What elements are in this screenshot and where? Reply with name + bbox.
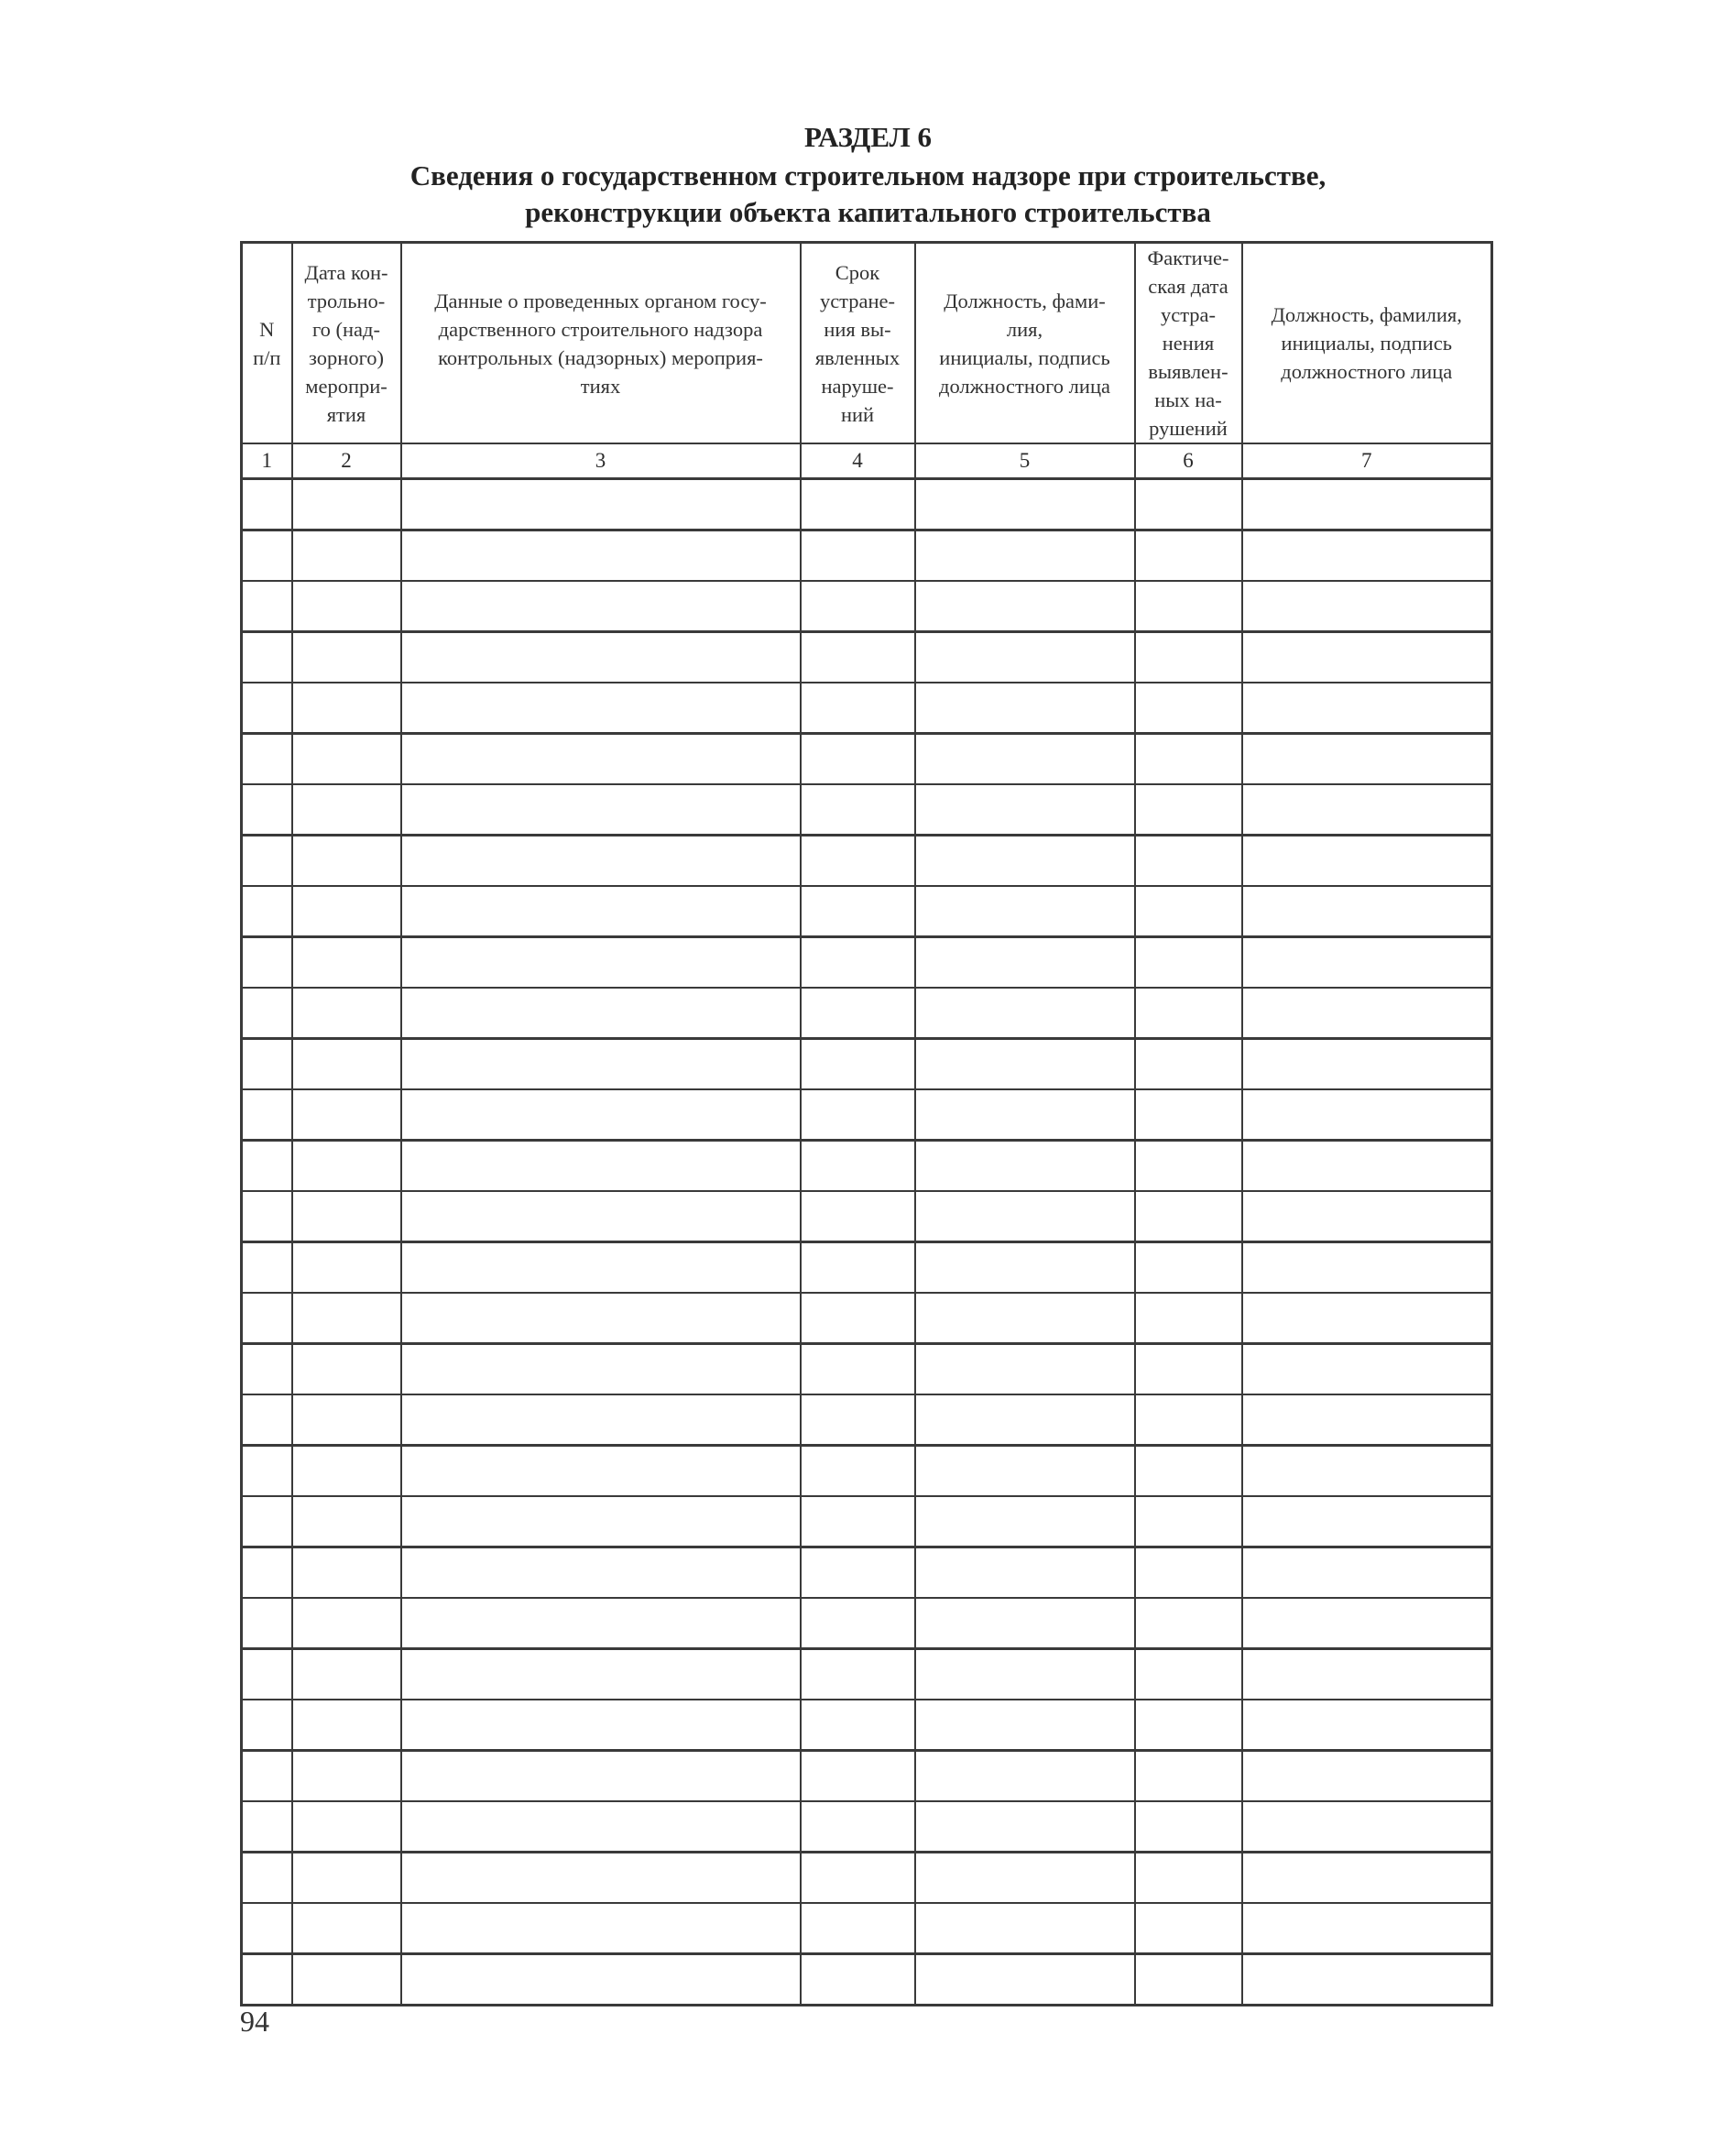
empty-cell[interactable] — [801, 1598, 915, 1649]
empty-cell[interactable] — [242, 1446, 292, 1497]
empty-cell[interactable] — [801, 1242, 915, 1294]
empty-cell[interactable] — [1242, 1547, 1492, 1599]
empty-cell[interactable] — [242, 1954, 292, 2006]
section-heading: РАЗДЕЛ 6 — [803, 121, 932, 153]
empty-cell[interactable] — [1242, 836, 1492, 887]
empty-cell[interactable] — [801, 886, 915, 937]
empty-cell[interactable] — [242, 1394, 292, 1446]
empty-cell[interactable] — [292, 1801, 401, 1853]
empty-cell[interactable] — [242, 1242, 292, 1294]
empty-cell[interactable] — [401, 1242, 801, 1294]
empty-cell[interactable] — [401, 1903, 801, 1954]
empty-cell[interactable] — [915, 734, 1135, 785]
table-row — [242, 937, 1492, 989]
empty-cell[interactable] — [242, 530, 292, 582]
empty-cell[interactable] — [242, 1598, 292, 1649]
empty-cell[interactable] — [1135, 1242, 1242, 1294]
empty-cell[interactable] — [1135, 1293, 1242, 1344]
empty-cell[interactable] — [801, 988, 915, 1039]
table-row — [242, 1394, 1492, 1446]
empty-cell[interactable] — [801, 581, 915, 632]
empty-cell[interactable] — [1242, 734, 1492, 785]
empty-cell[interactable] — [1135, 1394, 1242, 1446]
empty-cell[interactable] — [1242, 1700, 1492, 1751]
empty-cell[interactable] — [1135, 632, 1242, 683]
column-number: 7 — [1242, 443, 1492, 479]
empty-cell[interactable] — [1135, 1547, 1242, 1599]
empty-cell[interactable] — [242, 1141, 292, 1192]
empty-cell[interactable] — [1135, 1853, 1242, 1904]
empty-cell[interactable] — [401, 479, 801, 530]
empty-cell[interactable] — [242, 1191, 292, 1242]
header-cell-inspection-date: Дата кон- трольно- го (над- зорного) меропри- ятия — [292, 243, 401, 444]
empty-cell[interactable] — [1242, 1598, 1492, 1649]
column-number: 2 — [292, 443, 401, 479]
empty-cell[interactable] — [401, 1801, 801, 1853]
empty-cell[interactable] — [1135, 988, 1242, 1039]
empty-cell[interactable] — [401, 1700, 801, 1751]
header-cell-row-number: N п/п — [242, 243, 292, 444]
empty-cell[interactable] — [401, 1394, 801, 1446]
empty-cell[interactable] — [1242, 1191, 1492, 1242]
empty-cell[interactable] — [915, 988, 1135, 1039]
empty-cell[interactable] — [401, 784, 801, 836]
empty-cell[interactable] — [1242, 1853, 1492, 1904]
empty-cell[interactable] — [401, 886, 801, 937]
table-row — [242, 1089, 1492, 1141]
empty-cell[interactable] — [242, 1903, 292, 1954]
table-row — [242, 886, 1492, 937]
empty-cell[interactable] — [801, 632, 915, 683]
empty-cell[interactable] — [1135, 734, 1242, 785]
section-title-line-2: реконструкции объекта капитального строительства — [525, 196, 1211, 228]
empty-cell[interactable] — [1242, 1039, 1492, 1090]
empty-cell[interactable] — [801, 1649, 915, 1700]
header-cell-deadline: Срок устране- ния вы- явленных наруше- ний — [801, 243, 915, 444]
empty-cell[interactable] — [801, 937, 915, 989]
empty-cell[interactable] — [1242, 1801, 1492, 1853]
empty-cell[interactable] — [915, 1649, 1135, 1700]
empty-cell[interactable] — [1135, 836, 1242, 887]
column-number: 5 — [915, 443, 1135, 479]
table-row — [242, 1141, 1492, 1192]
empty-cell[interactable] — [292, 1242, 401, 1294]
table-header-row — [242, 243, 1492, 444]
empty-cell[interactable] — [801, 1700, 915, 1751]
table-row — [242, 1293, 1492, 1344]
empty-cell[interactable] — [801, 683, 915, 734]
empty-cell[interactable] — [292, 1649, 401, 1700]
table-row — [242, 683, 1492, 734]
empty-cell[interactable] — [292, 581, 401, 632]
empty-cell[interactable] — [242, 988, 292, 1039]
empty-cell[interactable] — [1135, 784, 1242, 836]
empty-cell[interactable] — [801, 479, 915, 530]
empty-cell[interactable] — [242, 1547, 292, 1599]
empty-cell[interactable] — [401, 1191, 801, 1242]
column-number: 3 — [401, 443, 801, 479]
empty-cell[interactable] — [1135, 886, 1242, 937]
table-row — [242, 632, 1492, 683]
empty-cell[interactable] — [1135, 1446, 1242, 1497]
empty-cell[interactable] — [801, 1903, 915, 1954]
supervision-records-table — [240, 241, 1493, 2006]
empty-cell[interactable] — [915, 836, 1135, 887]
empty-cell[interactable] — [292, 1141, 401, 1192]
empty-cell[interactable] — [292, 1700, 401, 1751]
empty-cell[interactable] — [1242, 530, 1492, 582]
empty-cell[interactable] — [401, 530, 801, 582]
empty-cell[interactable] — [1242, 479, 1492, 530]
table-row — [242, 988, 1492, 1039]
empty-cell[interactable] — [242, 1700, 292, 1751]
empty-cell[interactable] — [292, 1089, 401, 1141]
empty-cell[interactable] — [801, 734, 915, 785]
empty-cell[interactable] — [401, 1649, 801, 1700]
column-number-row — [242, 443, 1492, 479]
empty-cell[interactable] — [1242, 1141, 1492, 1192]
empty-cell[interactable] — [401, 1089, 801, 1141]
empty-cell[interactable] — [242, 1089, 292, 1141]
empty-cell[interactable] — [1242, 1496, 1492, 1547]
empty-cell[interactable] — [1135, 1039, 1242, 1090]
empty-cell[interactable] — [292, 836, 401, 887]
column-number: 1 — [242, 443, 292, 479]
empty-cell[interactable] — [401, 988, 801, 1039]
empty-cell[interactable] — [801, 1801, 915, 1853]
empty-cell[interactable] — [401, 581, 801, 632]
empty-cell[interactable] — [1135, 1649, 1242, 1700]
empty-cell[interactable] — [401, 734, 801, 785]
empty-cell[interactable] — [292, 1039, 401, 1090]
empty-cell[interactable] — [915, 1446, 1135, 1497]
empty-cell[interactable] — [1135, 1954, 1242, 2006]
empty-cell[interactable] — [1242, 1293, 1492, 1344]
empty-cell[interactable] — [401, 836, 801, 887]
table-row — [242, 1039, 1492, 1090]
header-cell-inspection-data: Данные о проведенных органом госу- дарственного строительного надзора контрольных (надзорных) мероприя- тиях — [401, 243, 801, 444]
table-row — [242, 784, 1492, 836]
table-row — [242, 1700, 1492, 1751]
empty-cell[interactable] — [1135, 530, 1242, 582]
table-row — [242, 1954, 1492, 2006]
empty-cell[interactable] — [292, 1446, 401, 1497]
empty-cell[interactable] — [242, 1039, 292, 1090]
empty-cell[interactable] — [242, 1344, 292, 1395]
empty-cell[interactable] — [1135, 1801, 1242, 1853]
table-row — [242, 1242, 1492, 1294]
table-row — [242, 1598, 1492, 1649]
table-row — [242, 836, 1492, 887]
empty-cell[interactable] — [401, 1446, 801, 1497]
table-row — [242, 1446, 1492, 1497]
empty-cell[interactable] — [401, 683, 801, 734]
empty-cell[interactable] — [915, 1496, 1135, 1547]
table-row — [242, 1191, 1492, 1242]
empty-cell[interactable] — [801, 1344, 915, 1395]
empty-cell[interactable] — [242, 1496, 292, 1547]
empty-cell[interactable] — [1242, 1954, 1492, 2006]
empty-cell[interactable] — [1242, 886, 1492, 937]
empty-cell[interactable] — [292, 1293, 401, 1344]
empty-cell[interactable] — [801, 1496, 915, 1547]
empty-cell[interactable] — [801, 836, 915, 887]
empty-cell[interactable] — [292, 1496, 401, 1547]
empty-cell[interactable] — [1135, 1751, 1242, 1802]
empty-cell[interactable] — [1135, 683, 1242, 734]
empty-cell[interactable] — [401, 1344, 801, 1395]
empty-cell[interactable] — [1242, 683, 1492, 734]
empty-cell[interactable] — [292, 988, 401, 1039]
empty-cell[interactable] — [1242, 988, 1492, 1039]
empty-cell[interactable] — [1135, 1191, 1242, 1242]
table-row — [242, 734, 1492, 785]
table-row — [242, 530, 1492, 582]
empty-cell[interactable] — [801, 1089, 915, 1141]
empty-cell[interactable] — [1242, 1649, 1492, 1700]
column-number: 4 — [801, 443, 915, 479]
table-row — [242, 1801, 1492, 1853]
empty-cell[interactable] — [1135, 479, 1242, 530]
empty-cell[interactable] — [1242, 632, 1492, 683]
empty-cell[interactable] — [292, 937, 401, 989]
empty-cell[interactable] — [242, 479, 292, 530]
empty-cell[interactable] — [292, 1853, 401, 1904]
empty-cell[interactable] — [242, 683, 292, 734]
empty-cell[interactable] — [915, 479, 1135, 530]
empty-cell[interactable] — [801, 1547, 915, 1599]
empty-cell[interactable] — [915, 683, 1135, 734]
empty-cell[interactable] — [401, 1954, 801, 2006]
empty-cell[interactable] — [915, 1547, 1135, 1599]
empty-cell[interactable] — [401, 1598, 801, 1649]
empty-cell[interactable] — [1242, 1089, 1492, 1141]
empty-cell[interactable] — [801, 784, 915, 836]
header-cell-official-signature-2: Должность, фамилия, инициалы, подпись должностного лица — [1242, 243, 1492, 444]
empty-cell[interactable] — [915, 886, 1135, 937]
empty-cell[interactable] — [1242, 1903, 1492, 1954]
empty-cell[interactable] — [915, 1293, 1135, 1344]
empty-cell[interactable] — [1135, 1344, 1242, 1395]
empty-cell[interactable] — [1135, 1903, 1242, 1954]
empty-cell[interactable] — [401, 1039, 801, 1090]
empty-cell[interactable] — [292, 1191, 401, 1242]
empty-cell[interactable] — [242, 1293, 292, 1344]
table-row — [242, 1496, 1492, 1547]
header-cell-actual-date: Фактиче- ская дата устра- нения выявлен- ных на- рушений — [1135, 243, 1242, 444]
empty-cell[interactable] — [292, 886, 401, 937]
table-row — [242, 1751, 1492, 1802]
empty-cell[interactable] — [242, 886, 292, 937]
empty-cell[interactable] — [292, 1344, 401, 1395]
empty-cell[interactable] — [242, 836, 292, 887]
empty-cell[interactable] — [915, 632, 1135, 683]
empty-cell[interactable] — [401, 1547, 801, 1599]
empty-cell[interactable] — [1135, 937, 1242, 989]
empty-cell[interactable] — [242, 581, 292, 632]
empty-cell[interactable] — [1242, 581, 1492, 632]
empty-cell[interactable] — [801, 1293, 915, 1344]
empty-cell[interactable] — [915, 1344, 1135, 1395]
empty-cell[interactable] — [801, 1853, 915, 1904]
empty-cell[interactable] — [915, 1191, 1135, 1242]
empty-cell[interactable] — [401, 1496, 801, 1547]
table-row — [242, 1649, 1492, 1700]
empty-cell[interactable] — [292, 530, 401, 582]
empty-cell[interactable] — [915, 1039, 1135, 1090]
table-body — [242, 479, 1492, 2006]
empty-cell[interactable] — [801, 1191, 915, 1242]
empty-cell[interactable] — [915, 1853, 1135, 1904]
empty-cell[interactable] — [401, 1751, 801, 1802]
header-cell-official-signature: Должность, фами- лия, инициалы, подпись должностного лица — [915, 243, 1135, 444]
empty-cell[interactable] — [915, 1700, 1135, 1751]
empty-cell[interactable] — [915, 1954, 1135, 2006]
empty-cell[interactable] — [1135, 1700, 1242, 1751]
empty-cell[interactable] — [915, 1394, 1135, 1446]
empty-cell[interactable] — [1135, 581, 1242, 632]
empty-cell[interactable] — [242, 784, 292, 836]
empty-cell[interactable] — [242, 1853, 292, 1904]
empty-cell[interactable] — [292, 479, 401, 530]
empty-cell[interactable] — [1242, 1344, 1492, 1395]
table-row — [242, 1853, 1492, 1904]
empty-cell[interactable] — [292, 1547, 401, 1599]
empty-cell[interactable] — [292, 683, 401, 734]
empty-cell[interactable] — [801, 1446, 915, 1497]
empty-cell[interactable] — [801, 1141, 915, 1192]
empty-cell[interactable] — [1242, 1751, 1492, 1802]
empty-cell[interactable] — [1242, 1394, 1492, 1446]
table-row — [242, 1344, 1492, 1395]
empty-cell[interactable] — [1242, 937, 1492, 989]
empty-cell[interactable] — [401, 1293, 801, 1344]
empty-cell[interactable] — [915, 1242, 1135, 1294]
empty-cell[interactable] — [1135, 1496, 1242, 1547]
section-title-line-1: Сведения о государственном строительном надзоре при строительстве, — [409, 159, 1327, 191]
empty-cell[interactable] — [915, 937, 1135, 989]
table-row — [242, 581, 1492, 632]
empty-cell[interactable] — [801, 1751, 915, 1802]
empty-cell[interactable] — [801, 530, 915, 582]
empty-cell[interactable] — [1135, 1141, 1242, 1192]
empty-cell[interactable] — [242, 1751, 292, 1802]
empty-cell[interactable] — [801, 1039, 915, 1090]
empty-cell[interactable] — [801, 1394, 915, 1446]
empty-cell[interactable] — [242, 1649, 292, 1700]
empty-cell[interactable] — [401, 937, 801, 989]
table-row — [242, 1903, 1492, 1954]
empty-cell[interactable] — [915, 1751, 1135, 1802]
empty-cell[interactable] — [915, 1903, 1135, 1954]
empty-cell[interactable] — [915, 581, 1135, 632]
empty-cell[interactable] — [1135, 1598, 1242, 1649]
empty-cell[interactable] — [242, 734, 292, 785]
table-row — [242, 479, 1492, 530]
empty-cell[interactable] — [915, 1089, 1135, 1141]
empty-cell[interactable] — [242, 937, 292, 989]
column-number: 6 — [1135, 443, 1242, 479]
empty-cell[interactable] — [915, 1801, 1135, 1853]
empty-cell[interactable] — [915, 1598, 1135, 1649]
empty-cell[interactable] — [292, 1954, 401, 2006]
empty-cell[interactable] — [1135, 1089, 1242, 1141]
empty-cell[interactable] — [401, 1141, 801, 1192]
empty-cell[interactable] — [292, 784, 401, 836]
empty-cell[interactable] — [292, 1598, 401, 1649]
empty-cell[interactable] — [292, 1903, 401, 1954]
empty-cell[interactable] — [401, 1853, 801, 1904]
empty-cell[interactable] — [242, 632, 292, 683]
empty-cell[interactable] — [292, 734, 401, 785]
empty-cell[interactable] — [1242, 1446, 1492, 1497]
empty-cell[interactable] — [1242, 1242, 1492, 1294]
empty-cell[interactable] — [1242, 784, 1492, 836]
empty-cell[interactable] — [242, 1801, 292, 1853]
empty-cell[interactable] — [801, 1954, 915, 2006]
empty-cell[interactable] — [915, 1141, 1135, 1192]
table-row — [242, 1547, 1492, 1599]
empty-cell[interactable] — [401, 632, 801, 683]
empty-cell[interactable] — [292, 1394, 401, 1446]
empty-cell[interactable] — [292, 632, 401, 683]
page-number: 94 — [240, 2005, 269, 2038]
empty-cell[interactable] — [915, 530, 1135, 582]
empty-cell[interactable] — [915, 784, 1135, 836]
empty-cell[interactable] — [292, 1751, 401, 1802]
